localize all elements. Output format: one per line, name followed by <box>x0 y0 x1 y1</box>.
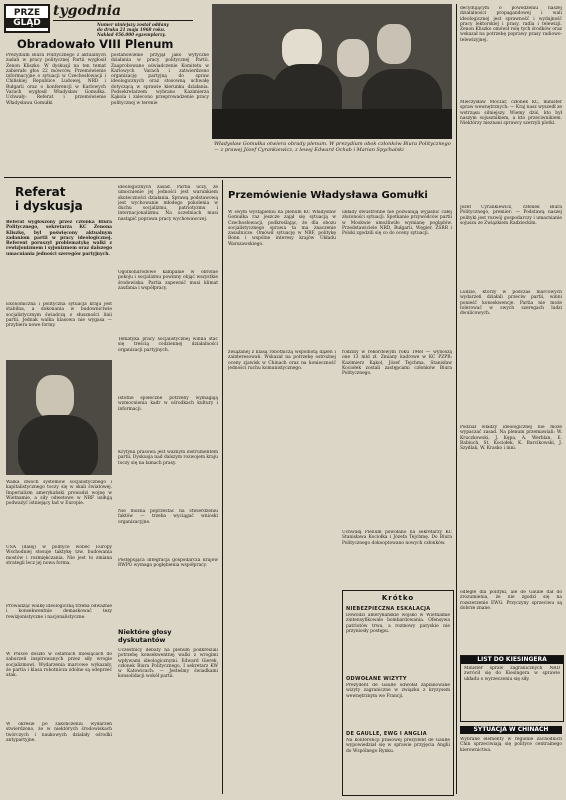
middle-bullet-4: Krytyka prasowa jest ważnym instrumentem partii. Dyskusja nad dalszym rozwojem kraju toczy się na łamach prasy. <box>118 450 218 466</box>
middle-bullet-6: Postępująca integracja gospodarcza krajów RWPG wymaga pogłębienia współpracy. <box>118 558 218 569</box>
krotko-title: Krótko <box>381 594 415 602</box>
masthead-logo <box>4 4 50 33</box>
right-column-divider <box>456 4 457 794</box>
middle-column-text: ideologicznych zasad. Partia uczy, że umocnienie jej jedności jest warunkiem skuteczności działania. Sprawą podstawową jest wychowanie młodego pokolenia w duchu socjalizmu, patriotyzmu i internacjonalizmu. Na uczelniach musi nastąpić poprawa pracy wychowawczej. <box>118 185 218 222</box>
referat-point-4: Prowadząc walkę ideologiczną trzeba odważnie i konsekwentnie demaskować tezy rewizjonistyczne i nacjonalistyczne. <box>6 604 112 620</box>
gomulka-column-1: W swym wystąpieniu na plenum KC Władysław Gomułka raz jeszcze zajął się sytuacją w Czechosłowacji, podkreślając, że dla obozu socjalistycznego sprawa ta ma znaczenie zasadnicze. Omówił sytuację w NRF, politykę Bonn i wspólne interesy krajów Układu Warszawskiego. <box>228 210 336 247</box>
issue-info: Numer niniejszy został oddany do druku 21 maja 1968 roku. Nakład 456.000 egzemplarzy. <box>97 22 169 38</box>
middle-bullet-2: Tematyka pracy socjalistycznej winna stać się treścią codziennej działalności organizacji partyjnych. <box>118 337 218 353</box>
referat-intro: Referat wygłoszony przez członka Biura Politycznego, sekretarza KC Zenona Kliszkę, był poświęcony aktualnym zadaniom partii w pracy ideologicznej. Referent poruszył problematykę walki z rewizjonizmem i syjonizmem oraz dalszego umacniania jedności szeregów partyjnych. <box>6 220 112 257</box>
krotko-sec3-head: DE GAULLE, EWG I ANGLIA <box>346 731 427 737</box>
gomulka-column-2: układy dwustronne nie pozwalają wyjaśnić całej złożoności sytuacji. Spotkanie przywódców partii w Moskwie umożliwiło wymianę poglądów. Przedstawiciele NRD, Bułgarii, Węgier, ZSRR i Polski zgodzili się co do oceny sytuacji. <box>342 210 452 237</box>
masthead-title: tygodnia <box>53 3 122 19</box>
niektore-text: Uczestnicy debaty na plenum podkreślali potrzebę konsekwentnej walki z wrogimi wpływami ideologicznymi. Edward Gierek, członek Biura Politycznego, I sekretarz KW w Katowicach: — Jesteśmy świadkami konsolidacji wokół partii. <box>118 648 218 680</box>
horizontal-divider <box>4 177 451 178</box>
middle-bullet-1: Ogólnonarodowe kampanie w obronie pokoju i socjalizmu powinny objąć wszystkie środowiska. Partia zapewnić musi klimat zaufania i współpracy. <box>118 270 218 291</box>
krotko-sec1-text: Dowodzi amerykańskie wojsko w Wietnamie zintensyfikowało bombardowania. Ofensywa patriotów trwa, a rozmowy paryskie nie przyniosły postępu. <box>346 613 450 634</box>
referat-point-5: W Polsce doszło w ostatnich miesiącach do zaburzeń inspirowanych przez siły wrogie socjalizmowi. Wydarzenia marcowe wykazały, że partia i klasa robotnicza zdolne są odeprzeć atak. <box>6 652 112 679</box>
chiny-text: Wybrane elementy w regionie zachodnich Chin sprzeciwiają się polityce centralnego kierownictwa. <box>460 737 562 753</box>
gomulka-headline: Przemówienie Władysława Gomułki <box>228 190 428 201</box>
krotko-sec3-text: Na konferencji prasowej prezydent de Gaulle wypowiedział się w sprawie przyjęcia Anglii do Wspólnego Rynku. <box>346 738 450 754</box>
speaker-photo <box>6 360 112 475</box>
kiesinger-box <box>460 655 564 722</box>
logo-bottom: GLĄD <box>6 18 48 28</box>
middle-bullet-3: Istotne społeczne potrzeby wymagają wzmocnienia kadr w ośrodkach kultury i informacji. <box>118 396 218 412</box>
column-divider <box>222 180 223 794</box>
right-bottom-text: odległe dla polityki, ale de Gaulle dał do zrozumienia, że nie zgodzi się na rozszerzenie EWG. Przyczyny sprzeciwu są dobrze znane. <box>460 590 562 611</box>
plenum-photo <box>212 4 452 139</box>
krotko-sec2-head: ODWOŁANE WIZYTY <box>346 676 407 682</box>
krotko-sec1-head: NIEBEZPIECZNA ESKALACJA <box>346 606 431 612</box>
plenum-headline: Obradowało VIII Plenum <box>17 37 174 51</box>
chiny-headline: SYTUACJA W CHINACH <box>460 726 562 734</box>
kiesinger-text: Minister spraw zagranicznych NRD zwrócił się do Kiesingera w sprawie układu o wyrzeczeniu się siły. <box>464 666 560 682</box>
referat-point-3: USA (dalej) w polityce wobec Europy Wschodniej stosuje taktykę tzw. budowania mostów i rozmiękczania. Nie jest to zmiana strategii lecz jej nowa forma. <box>6 545 112 566</box>
referat-point-6: W okresie po zakończeniu wydarzeń stwierdzono, że w niektórych środowiskach twórczych i naukowych działały ośrodki antypartyjne. <box>6 722 112 743</box>
right-column-text-4: Ludzie, którzy w podczas marcowych wydarzeń działali przeciw partii, winni ponieść konsekwencje. Partia nie może tolerować w swych szeregach ludzi dwulicowych. <box>460 290 562 317</box>
right-column-text-1: decydującym o powodzeniu naszej działalności propagandowej i wali ideologicznej jest sprawność i wydajność pracy lektorskiej i prasy, radia i telewizji. Zenon Kliszko omówił rolę tych środków oraz wskazał na potrzebę poprawy prasy radiowo-telewizyjnej. <box>460 6 562 43</box>
plenum-column-1: Prezydium Biura Politycznego z aktualnych zadań w pracy politycznej Partii wygłosił Zenon Kliszko. W dyskusji na ten temat zabierało głos 22 mówców. Przemówienie informacyjne o sytuacji w Czechosłowacji i Chińskiej Republice Ludowej, NRD i Bułgarii oraz o konferencji w Karlowych Varach wygłosił Władysław Gomułka. Uchwały: Referat i przemówienie Władysława Gomułki <box>6 53 106 106</box>
krotko-box <box>342 590 454 796</box>
referat-point-2: Walka dwóch systemów socjalistycznego i kapitalistycznego toczy się w skali światowej. Imperializm amerykański prowadzi wojnę w Wietnamie, a siły odwetowe w NRF usiłują podważyć istniejący ład w Europie. <box>6 480 112 507</box>
right-column-text-2: Mieczysław Moczar, członek KC, minister spraw wewnętrznych: — Kraj nasz wyszedł ze wstrząsu silniejszy. Wiemy dziś, kto był naszym sojusznikiem, a kto przeciwnikiem. Niektórzy nieznani sprawcy szerzyli plotki. <box>460 100 562 127</box>
plenum-column-2: postanowienie przyjął jako wytyczne działania w pracy politycznej Partii. Zaaprobowano oświadczenie Komitetu w Karlowych Varach i zatwierdzono organizację partyjną do spraw ideologicznych oraz stosowną uchwałę dotyczącą w sprawie kierunku działania. Podsekretarzem wybrano Kazimierza Kąkola i zalecono przeprowadzenie pracy politycznej w terenie <box>111 53 209 106</box>
gomulka-column-3: związanej z klasą robotniczą wspólnotą dążeń i zainteresowań. Wskazał na potrzebę ostrożnej oceny zjawisk w Chinach oraz na konieczność jedności ruchu komunistycznego. <box>228 350 336 371</box>
referat-point-1: Ekonomiczna i polityczna sytuacja kraju jest stabilna, a dokonania w budownictwie socjalistycznym świadczą o słuszności linii partii. Jednak walka klasowa nie wygasa — przybiera nowe formy. <box>6 302 112 329</box>
krotko-sec2-text: Prezydent de Gaulle odwołał zaplanowane wizyty zagraniczne w związku z kryzysem wewnętrznym we Francji. <box>346 683 450 699</box>
logo-top: PRZE <box>13 8 41 18</box>
referat-headline: Referat i dyskusja <box>15 185 83 213</box>
right-column-text-3: Józef Cyrankiewicz, członek Biura Politycznego, premier: — Podstawą naszej polityki jest rozwój gospodarczy i umacnianie sojuszu ze Związkiem Radzieckim. <box>460 205 562 226</box>
masthead-underline <box>53 20 193 21</box>
middle-bullet-5: Nie można poprzestać na stwierdzeniu faktów — trzeba wyciągać wnioski organizacyjne. <box>118 509 218 525</box>
right-column-text-5: Podział władzy ideologicznej nie może wypaczać zasad. Na plenum przemawiali: W. Kruczkowski, J. Kępa, A. Werblan, E. Babiuch, St. Kociołek, K. Barcikowski, J. Szydlak, W. Krasko i inni. <box>460 425 562 452</box>
kiesinger-headline: LIST DO KIESINGERA <box>461 656 563 664</box>
gomulka-column-4: rodziny w rekordowym roku 1968 — wynoszą one 13 mld zł. Zmiany kadrowe w KC PZPR: Kazimierz Kąkol, Józef Tejchma, Stanisław Kociołek zostali zastępcami członków Biura Politycznego. <box>342 350 452 377</box>
niektore-headline: Niektóre głosy dyskutantów <box>118 628 172 644</box>
gomulka-column-5: Uchwałą Plenum powołano na sekretarzy KC Stanisława Kociołka i Józefa Tejchmę. Do Biura Politycznego dokooptowano nowych członków. <box>342 530 452 546</box>
photo-caption: Władysław Gomułka otwiera obrady plenum. W prezydium obok członków Biura Politycznego — z prawej Józef Cyrankiewicz, z lewej Edward Ochab i Marian Spychalski <box>214 141 451 153</box>
